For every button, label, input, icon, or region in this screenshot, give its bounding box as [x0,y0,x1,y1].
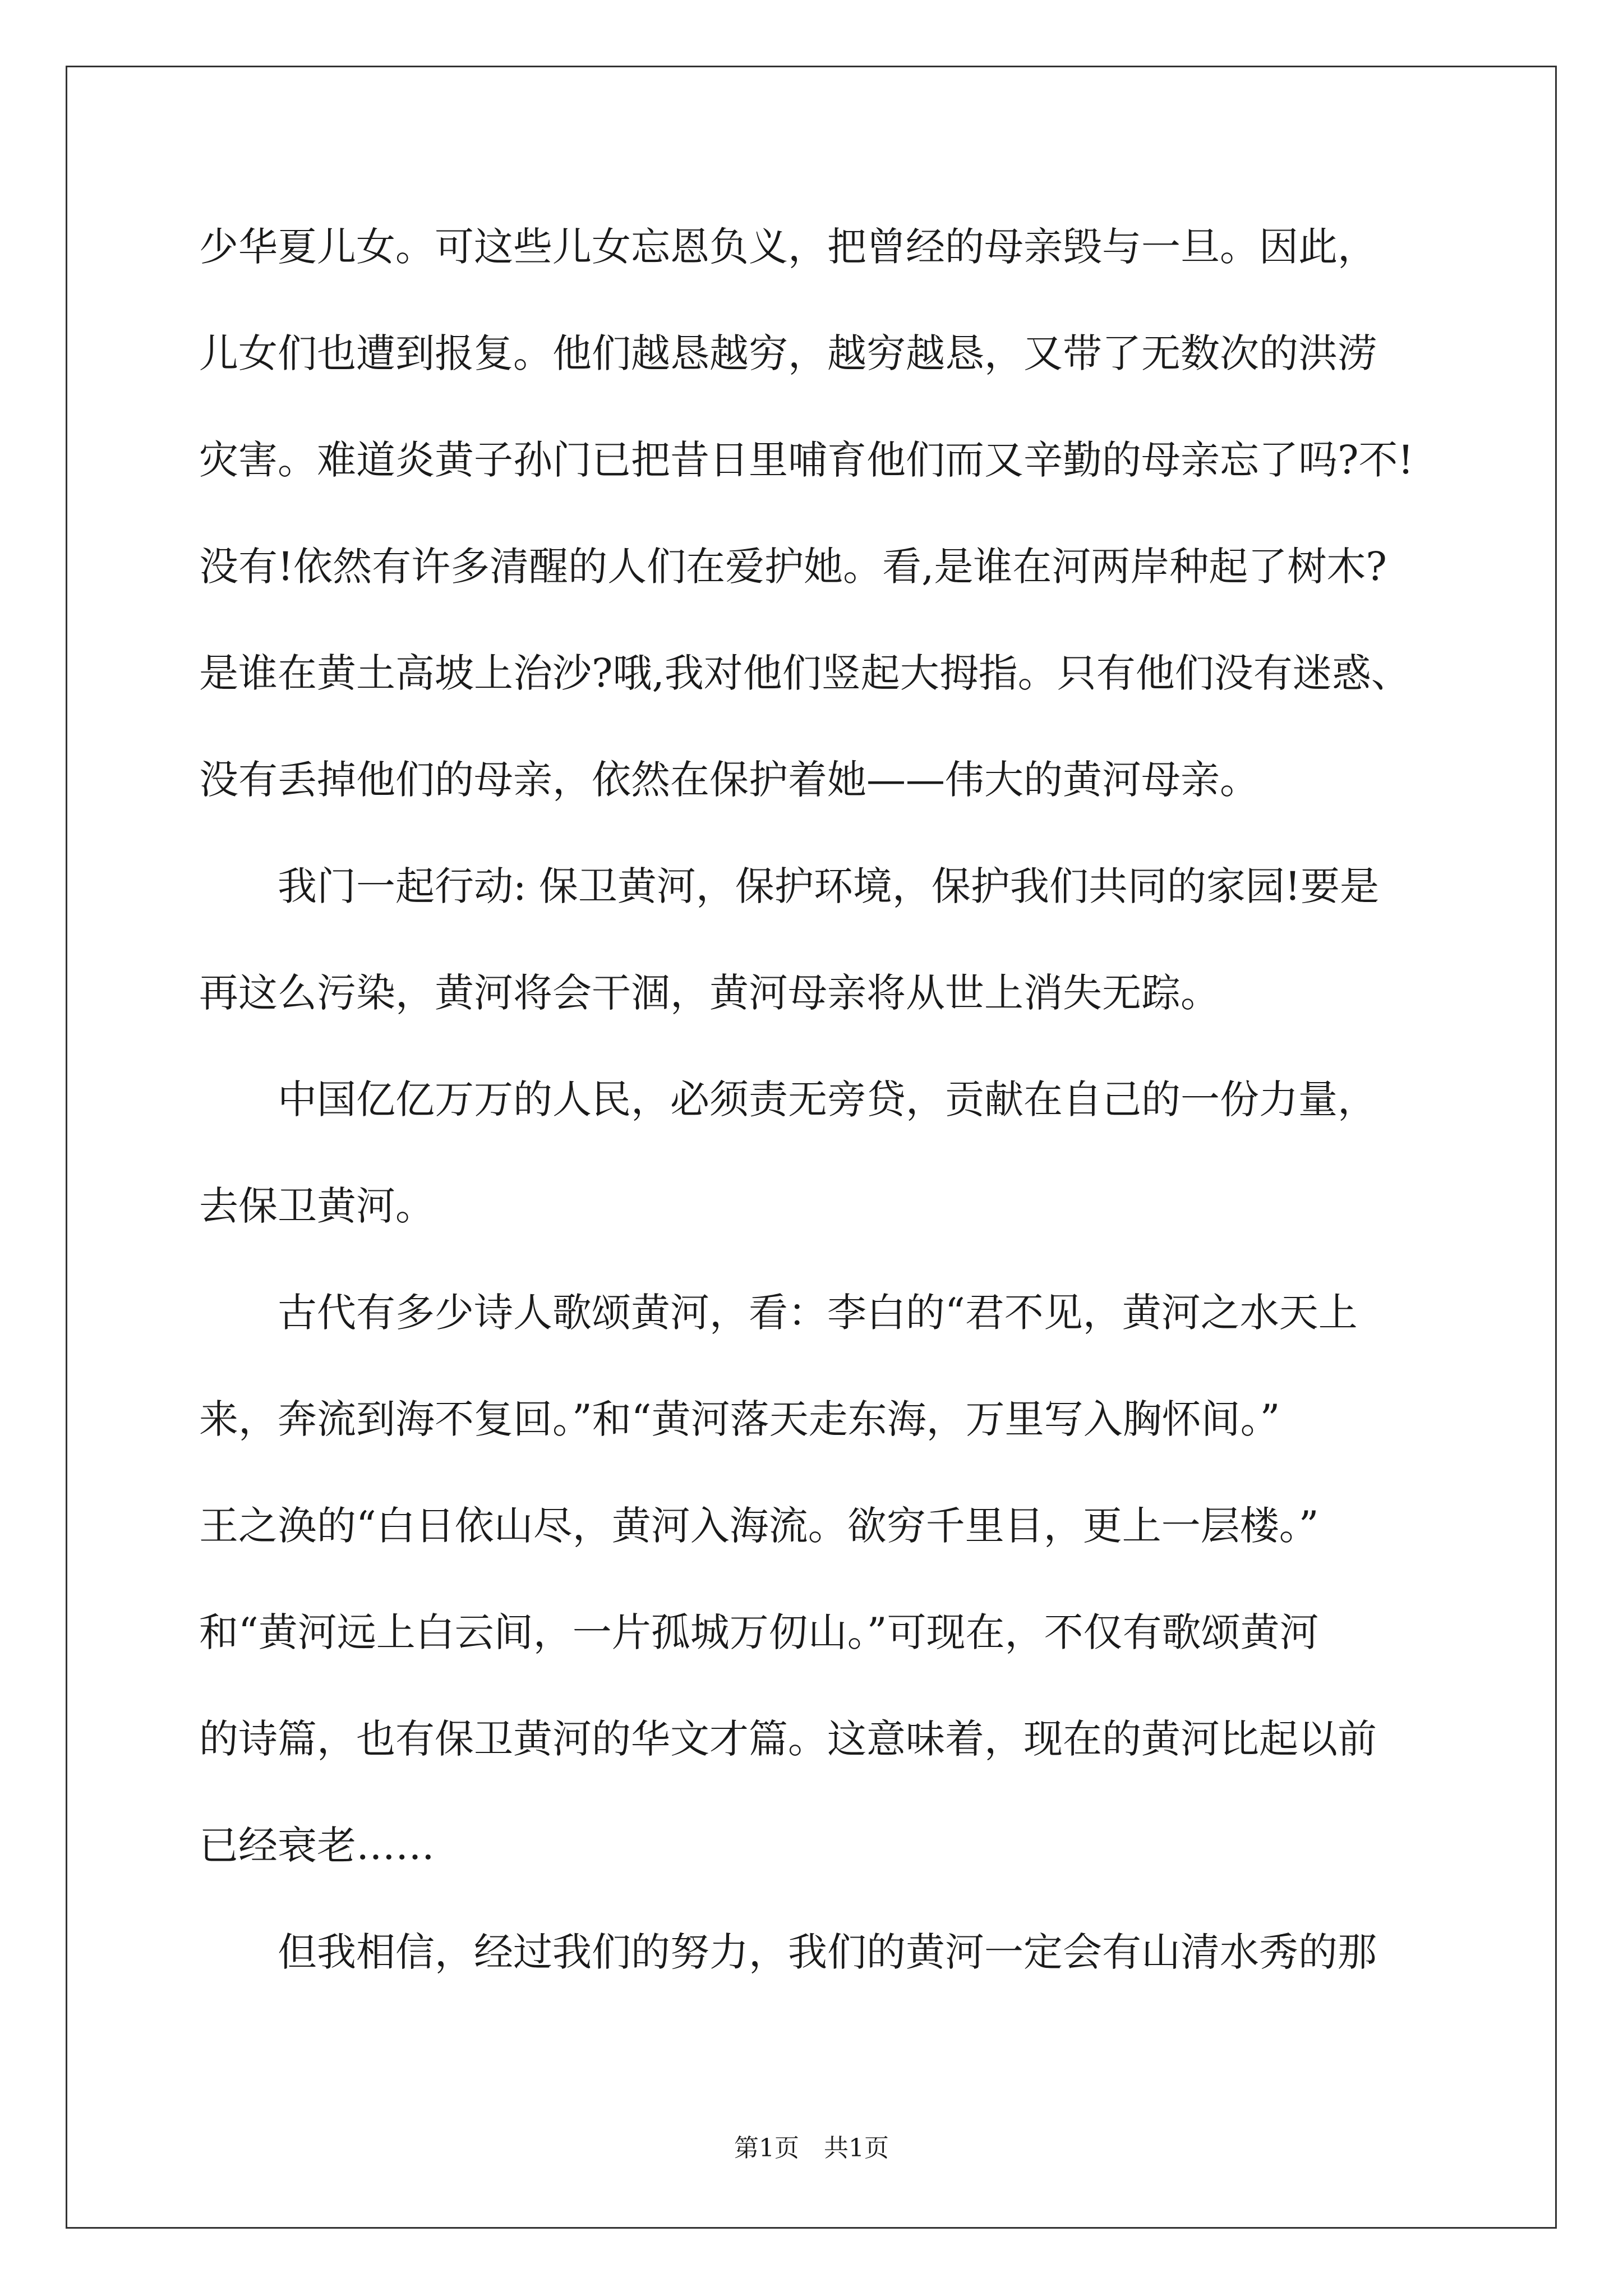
text-line: 我门一起行动: 保卫黄河，保护环境，保护我们共同的家园!要是 [199,863,1379,909]
text-line: 儿女们也遭到报复。他们越恳越穷，越穷越恳，又带了无数次的洪涝 [199,330,1377,376]
text-line: 王之涣的“白日依山尽，黄河入海流。欲穷千里目，更上一层楼。” [199,1503,1319,1549]
page-border [66,66,1557,2229]
text-line: 中国亿亿万万的人民，必须责无旁贷，贡献在自己的一份力量， [199,1076,1377,1122]
text-line: 灾害。难道炎黄子孙门已把昔日里哺育他们而又辛勤的母亲忘了吗?不! [199,437,1414,483]
text-line: 少华夏儿女。可这些儿女忘恩负义，把曾经的母亲毁与一旦。因此， [199,224,1377,270]
text-line: 没有丢掉他们的母亲，依然在保护着她——伟大的黄河母亲。 [199,757,1259,803]
text-line: 但我相信，经过我们的努力，我们的黄河一定会有山清水秀的那 [199,1929,1377,1975]
text-line: 古代有多少诗人歌颂黄河，看：李白的“君不见，黄河之水天上 [199,1290,1358,1336]
text-line: 和“黄河远上白云间，一片孤城万仞山。”可现在，不仅有歌颂黄河 [199,1609,1319,1655]
text-line: 来，奔流到海不复回。”和“黄河落天走东海，万里写入胸怀间。” [199,1396,1280,1442]
text-line: 已经衰老…… [199,1823,435,1869]
text-line: 去保卫黄河。 [199,1183,435,1229]
page-number-footer: 第1页 共1页 [734,2134,889,2162]
text-line: 的诗篇，也有保卫黄河的华文才篇。这意味着，现在的黄河比起以前 [199,1716,1377,1762]
text-line: 是谁在黄土高坡上治沙?哦,我对他们竖起大拇指。只有他们没有迷惑、 [199,650,1410,696]
text-line: 没有!依然有许多清醒的人们在爱护她。看,是谁在河两岸种起了树木? [199,544,1387,590]
text-line: 再这么污染，黄河将会干涸，黄河母亲将从世上消失无踪。 [199,970,1220,1016]
